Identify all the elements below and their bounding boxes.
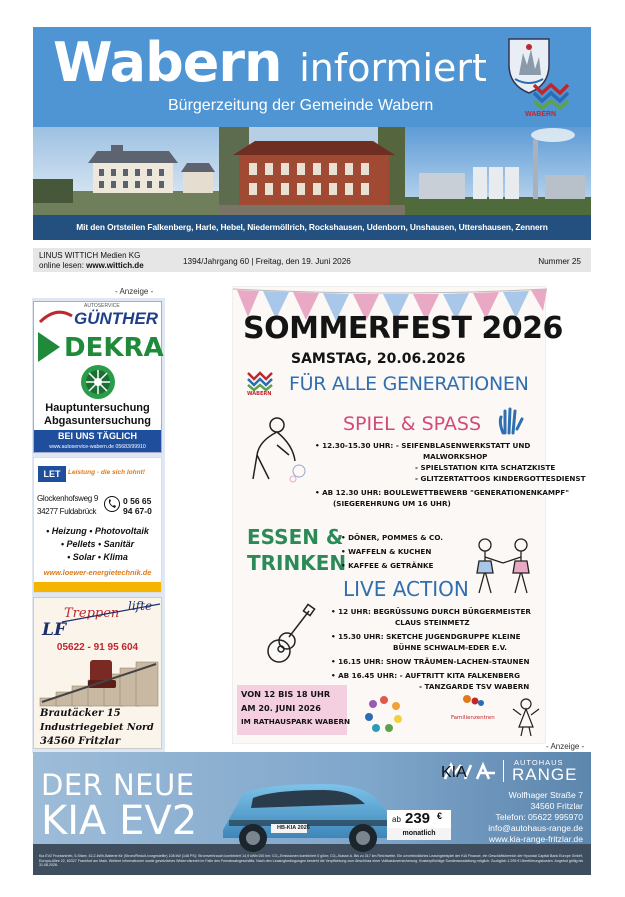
guenther-logo: GÜNTHER (74, 309, 159, 328)
online-reading (39, 261, 144, 271)
bubble-blower-icon (249, 415, 307, 485)
inspection-badge-icon (80, 364, 116, 400)
let-services3: • Solar • Klima (67, 552, 128, 562)
guenther-banner: BEI UNS TÄGLICH (34, 430, 161, 443)
let-address2: 34277 Fuldabrück (37, 507, 97, 516)
girl-drawing-icon (509, 697, 543, 737)
ad-guenther-dekra[interactable] (33, 301, 162, 453)
colorful-circle-logo-icon (365, 695, 403, 733)
family-center-logo-icon (461, 693, 485, 713)
let-logo: LET (38, 466, 66, 482)
sommerfest-poster (232, 286, 586, 744)
dealer-phone: Telefon: 05622 995970 (495, 812, 583, 822)
spiel-item-5: (SIEGEREHRUNG UM 16 UHR) (333, 499, 451, 508)
handprint-icon (495, 405, 525, 435)
town-photos-image (33, 127, 591, 215)
let-address1: Glockenhofsweg 9 (37, 494, 99, 503)
family-center-text: Familienzentren (451, 715, 495, 721)
let-services1: • Heizung • Photovoltaik (46, 526, 149, 536)
let-services2: • Pellets • Sanitär (60, 539, 135, 549)
lf-brand-lifte: lifte (128, 599, 153, 613)
poster-time-2: AM 20. JUNI 2026 (241, 703, 321, 713)
kia-headline-1: DER NEUE (41, 768, 195, 802)
price-box (387, 810, 451, 828)
lf-address3: 34560 Fritzlar (40, 736, 121, 747)
poster-logo-text: WABERN (247, 391, 272, 397)
dealer-website[interactable]: www.kia-range-fritzlar.de (488, 834, 583, 844)
ad-lf-treppenlifte[interactable] (33, 597, 162, 749)
essen-item-2: • KAFFEE & GETRÄNKE (341, 561, 434, 570)
price-period: monatlich (387, 828, 451, 840)
kia-plate: HB-KIA 2026 (277, 825, 310, 831)
live-item-1: CLAUS STEINMETZ (395, 618, 470, 627)
live-item-2: • 15.30 UHR: SKETCHE JUGENDGRUPPE KLEINE (331, 632, 521, 641)
guenther-footer: www.autoservice-wabern.de 05683/99910 (34, 443, 161, 452)
spiel-item-2: - SPIELSTATION KITA SCHATZKISTE (415, 463, 556, 472)
poster-wave-logo-icon (247, 369, 273, 391)
poster-time-1: VON 12 BIS 18 UHR (241, 689, 331, 699)
live-item-4: • 16.15 UHR: SHOW TRÄUMEN-LACHEN-STAUNEN (331, 657, 530, 666)
poster-date: SAMSTAG, 20.06.2026 (291, 351, 466, 367)
poster-live-title: LIVE ACTION (343, 577, 469, 601)
masthead (33, 27, 591, 127)
guenther-line2: Abgasuntersuchung (44, 415, 151, 427)
poster-time-box (237, 685, 351, 735)
price-prefix: ab (392, 815, 401, 824)
spiel-item-0: • 12.30-15.30 UHR: - SEIFENBLASENWERKSTATT UND (315, 441, 531, 450)
lf-address1: Brautäcker 15 (40, 708, 121, 719)
lf-address2: Industriegebiet Nord (40, 722, 154, 733)
newspaper-title (53, 31, 487, 94)
crest-brand-text: WABERN (525, 111, 557, 118)
title-main: Wabern (53, 31, 282, 94)
dealer-street: Wolfhager Straße 7 (508, 790, 583, 800)
price-value: 239 (405, 810, 431, 827)
dealer-city: 34560 Fritzlar (530, 801, 583, 811)
let-phone2: 94 67-0 (123, 506, 152, 516)
issue-date: 1394/Jahrgang 60 | Freitag, den 19. Juni 2026 (183, 257, 351, 266)
poster-generations: FÜR ALLE GENERATIONEN (289, 373, 529, 395)
online-label: online lesen: (39, 261, 84, 270)
essen-item-0: • DÖNER, POMMES & CO. (341, 533, 443, 542)
logo-divider (503, 760, 504, 782)
dekra-text: DEKRA (64, 333, 164, 363)
wabern-wave-logo-icon (532, 79, 570, 109)
lf-phone: 05622 - 91 95 604 (56, 642, 139, 653)
poster-title: SOMMERFEST 2026 (243, 311, 563, 346)
spiel-item-1: MALWORKSHOP (423, 452, 488, 461)
let-stripe (34, 582, 161, 592)
stairlift-image (40, 658, 158, 706)
ad-label-left: - Anzeige - (115, 287, 154, 296)
lf-brand-treppen: Treppen (64, 606, 120, 621)
guenther-small: AUTOSERVICE (84, 303, 120, 309)
spiel-item-4: • AB 12.30 UHR: BOULEWETTBEWERB "GENERATIONENKAMPF" (315, 488, 569, 497)
districts-banner: Mit den Ortsteilen Falkenberg, Harle, Hebel, Niedermöllrich, Rockshausen, Udenborn, Unshausen, Uttershausen, Zennern (33, 215, 591, 240)
live-item-5: • AB 16.45 UHR: - AUFTRITT KITA FALKENBERG (331, 671, 520, 680)
poster-essen-title-1: ESSEN & (247, 525, 344, 549)
dealer-email[interactable]: info@autohaus-range.de (488, 823, 583, 833)
guitar-icon (263, 605, 315, 667)
online-link[interactable]: www.wittich.de (86, 261, 144, 270)
dealer-name: RANGE (512, 765, 578, 784)
phone-icon (104, 496, 120, 512)
title-rest: informiert (299, 46, 487, 90)
price-currency: € (437, 811, 443, 821)
live-item-3: BÜHNE SCHWALM-EDER E.V. (393, 643, 507, 652)
issue-info-bar (33, 248, 591, 272)
let-url[interactable]: www.loewer-energietechnik.de (43, 568, 152, 577)
children-holding-hands-icon (471, 537, 537, 597)
let-phone1: 0 56 65 (123, 496, 152, 506)
swoosh-icon (40, 310, 72, 324)
dekra-logo-icon (38, 332, 60, 362)
publisher-name: LINUS WITTICH Medien KG (39, 251, 141, 260)
live-item-0: • 12 UHR: BEGRÜSSUNG DURCH BÜRGERMEISTER (331, 607, 531, 616)
lf-logo: LF (42, 620, 67, 640)
ad-kia-ev2[interactable] (33, 752, 591, 875)
issue-number: Nummer 25 (538, 257, 581, 266)
kia-headline-2: KIA EV2 (41, 798, 198, 844)
poster-spiel-title: SPIEL & SPASS (343, 413, 482, 435)
stair-rail-icon (62, 602, 160, 624)
kia-disclaimer: Kia EV2 Frontantrieb, 5-Sitzer, 42,2-kWh-Batterie für (Strom/Reduit-/vorgestellte) 108 kW (146 PS): Stromverbrauch kombiniert 14,9 kWh/100 km; CO₂-Emissionen kombiniert 0 g/km; CO₂-Klasse A. Bis zu 317 km Reichweite. Ein unverbindliches Leasingbeispiel der KIA Finance, ein Geschäftsbereich der Hyundai Capital Bank Europe GmbH, Europa-Allee 22, 60327 Frankfurt am Main. Weitere Informationen sowie gesetzliches Widerrufsrecht im Falle des Fernabsatzgeschäfts. Nach den Leasingbedingungen besteht die Verpflichtung zum Abschluss einer Vollkaskoversicherung. Kostenpflichtige Sonderausstattung möglich. Zuzüglich 1.295 € Überführungskosten. Angebot gültig bis 31.08.2026. (39, 854, 584, 868)
ad-label-bottom: - Anzeige - (546, 742, 585, 751)
spiel-item-3: - GLITZERTATTOOS KINDERGOTTESDIENST (415, 474, 586, 483)
let-slogan: Leistung - die sich lohnt! (68, 469, 145, 476)
newspaper-subtitle: Bürgerzeitung der Gemeinde Wabern (168, 97, 434, 114)
essen-item-1: • WAFFELN & KUCHEN (341, 547, 432, 556)
ad-let-energietechnik[interactable] (33, 457, 162, 593)
masthead-photos (33, 127, 591, 215)
dealer-small: AUTOHAUS (514, 758, 564, 767)
guenther-line1: Hauptuntersuchung (45, 402, 150, 414)
live-item-6: - TANZGARDE TSV WABERN (419, 682, 530, 691)
poster-time-3: IM RATHAUSPARK WABERN (241, 717, 351, 726)
poster-essen-title-2: TRINKEN (247, 551, 347, 575)
